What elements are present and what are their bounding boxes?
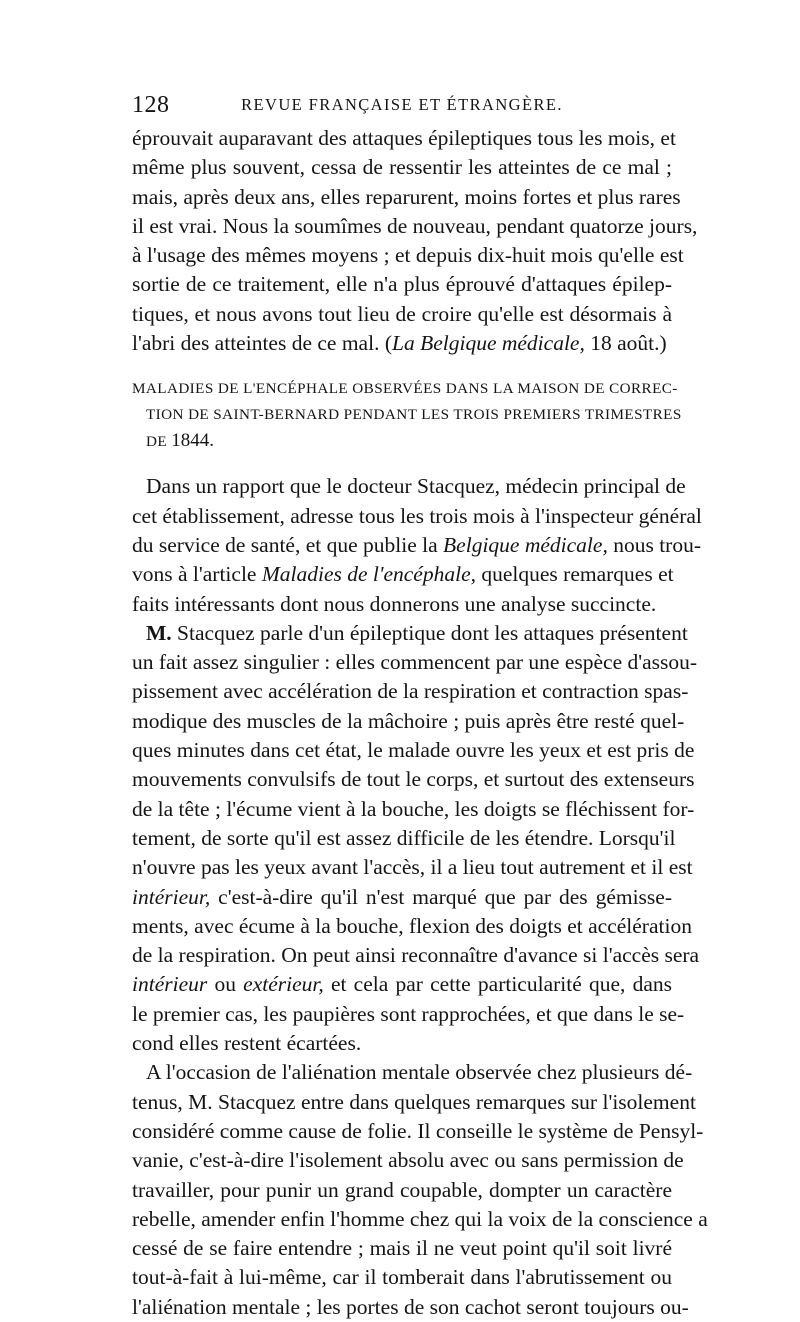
text-line: modique des muscles de la mâchoire ; puis après être resté quel- [132, 708, 685, 733]
text-line: de la tête ; l'écume vient à la bouche, les doigts se fléchissent for- [132, 796, 695, 821]
text-line: pissement avec accélération de la respiration et contraction spas- [132, 679, 689, 704]
heading-line: TION DE SAINT-BERNARD PENDANT LES TROIS PREMIERS TRIMESTRES [146, 406, 682, 424]
text-line: tenus, M. Stacquez entre dans quelques remarques sur l'isolement [132, 1089, 696, 1114]
citation-prefix: l'abri des atteintes de ce mal. ( [132, 331, 392, 356]
text-line: le premier cas, les paupières sont rapprochées, et que dans le se- [132, 1001, 685, 1026]
text-line: ques minutes dans cet état, le malade ouvre les yeux et est pris de [132, 738, 695, 763]
text-line: cessé de se faire entendre ; mais il ne veut point qu'il soit livré [132, 1236, 672, 1261]
page-number: 128 [132, 92, 170, 118]
text-line: un fait assez singulier : elles commencent par une espèce d'assou- [132, 650, 698, 675]
section-heading [132, 376, 682, 454]
text-line: sortie de ce traitement, elle n'a plus éprouvé d'attaques épilep- [132, 272, 672, 297]
text-line: cet établissement, adresse tous les trois mois à l'inspecteur général [132, 503, 702, 528]
text-line: de la respiration. On peut ainsi reconnaître d'avance si l'accès sera [132, 943, 700, 968]
spacer [132, 454, 672, 472]
text-line: éprouvait auparavant des attaques épileptiques tous les mois, et [132, 126, 676, 150]
heading-line: MALADIES DE L'ENCÉPHALE OBSERVÉES DANS LA MAISON DE CORREC- [132, 380, 678, 398]
text-line: ments, avec écume à la bouche, flexion des doigts et accélération [132, 913, 692, 938]
text-run: quelques remarques et [476, 562, 674, 587]
text-line: à l'usage des mêmes moyens ; et depuis dix-huit mois qu'elle est [132, 243, 684, 268]
text-line [132, 531, 701, 560]
text-line: cond elles restent écartées. [132, 1031, 362, 1056]
text-line [132, 883, 672, 912]
text-line-citation [132, 329, 672, 358]
text-line [132, 619, 688, 648]
text-line: mouvements convulsifs de tout le corps, et surtout des extenseurs [132, 767, 695, 792]
text-run: et cela par cette particularité que, dans [323, 972, 672, 997]
paragraph-4 [132, 1058, 708, 1322]
page-body [132, 124, 708, 1322]
text-run: c'est-à-dire qu'il n'est marqué que par des gémisse- [210, 884, 672, 909]
text-run: Stacquez parle d'un épileptique dont les attaques présentent [171, 620, 688, 645]
text-line: il est vrai. Nous la soumîmes de nouveau, pendant quatorze jours, [132, 213, 698, 238]
text-run: ou [207, 972, 244, 997]
text-line [132, 560, 672, 589]
text-line: travailler, pour punir un grand coupable, dompter un caractère [132, 1177, 672, 1202]
text-line: n'ouvre pas les yeux avant l'accès, il a lieu tout autrement et il est [132, 855, 693, 880]
text-line: Dans un rapport que le docteur Stacquez, médecin principal de [146, 474, 686, 499]
text-line: vanie, c'est-à-dire l'isolement absolu avec ou sans permission de [132, 1148, 684, 1173]
text-line: A l'occasion de l'aliénation mentale observée chez plusieurs dé- [146, 1060, 693, 1085]
citation-date: 18 août.) [584, 331, 667, 356]
text-line: tout-à-fait à lui-même, car il tomberait dans l'abrutissement ou [132, 1265, 672, 1290]
heading-line [132, 428, 672, 454]
text-line: considéré comme cause de folie. Il conseille le système de Pensyl- [132, 1118, 704, 1143]
journal-title: Belgique médicale, [443, 532, 608, 557]
text-run: vons à l'article [132, 562, 262, 587]
paragraph-1 [132, 124, 698, 358]
text-line: rebelle, amender enfin l'homme chez qui la voix de la conscience a [132, 1206, 708, 1231]
text-run-italic: intérieur [132, 972, 208, 997]
paragraph-2 [132, 472, 702, 618]
text-run-italic: intérieur, [132, 884, 211, 909]
text-run: nous trou- [607, 532, 701, 557]
text-line: l'aliénation mentale ; les portes de son cachot seront toujours ou- [132, 1294, 689, 1319]
text-line [132, 970, 672, 999]
citation-journal: La Belgique médicale, [391, 331, 585, 356]
running-title: REVUE FRANÇAISE ET ÉTRANGÈRE. [241, 95, 563, 114]
text-line: tement, de sorte qu'il est assez difficile de les étendre. Lorsqu'il [132, 825, 676, 850]
paragraph-3 [132, 619, 700, 1058]
text-line: même plus souvent, cessa de ressentir les atteintes de ce mal ; [132, 155, 672, 180]
text-run: du service de santé, et que publie la [132, 532, 444, 557]
page-header [132, 92, 672, 122]
heading-year: 1844. [171, 430, 214, 452]
text-line: faits intéressants dont nous donnerons une analyse succincte. [132, 591, 657, 616]
text-line: mais, après deux ans, elles reparurent, moins fortes et plus rares [132, 184, 681, 209]
text-run-bold: M. [146, 620, 172, 645]
article-title: Maladies de l'encéphale, [261, 562, 476, 587]
heading-prefix: DE [146, 433, 172, 451]
text-line: tiques, et nous avons tout lieu de croire qu'elle est désormais à [132, 301, 672, 326]
spacer [132, 358, 672, 376]
text-run-italic: extérieur, [243, 972, 324, 997]
